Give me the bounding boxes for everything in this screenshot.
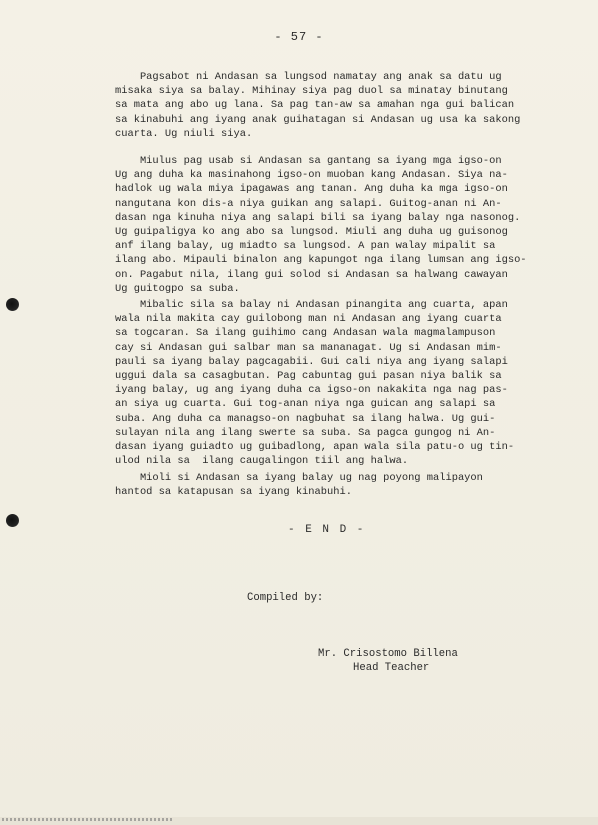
text-line: sa togcaran. Sa ilang guihimo cang Andasan wala magmalampuson (115, 327, 496, 340)
paragraph-4 (115, 471, 555, 499)
text-line: hadlok ug wala miya ipagawas ang tanan. Ang duha ka mga igso-on (115, 183, 508, 196)
text-line: uggui dala sa casagbutan. Pag cabuntag gui pasan niya balik sa (115, 369, 502, 382)
punch-hole-lower (6, 514, 19, 527)
text-line: sa kinabuhi ang iyang anak guihatagan si Andasan ug usa ka sakong (115, 113, 521, 126)
text-line: an siya ug cuarta. Gui tog-anan niya nga guican ang salapi sa (115, 398, 496, 411)
paragraph-1 (115, 70, 555, 141)
text-line: Ug guipaligya ko ang abo sa lungsod. Miuli ang duha ug guisonog (115, 225, 508, 238)
text-line: dasan nga kinuha niya ang salapi bili sa iyang balay nga nasonog. (115, 211, 521, 224)
compiler-name: Mr. Crisostomo Billena (318, 648, 458, 660)
text-line: on. Pagabut nila, ilang gui solod si Andasan sa halwang cawayan (115, 268, 508, 281)
punch-hole-upper (6, 298, 19, 311)
text-line: sa mata ang abo ug lana. Sa pag tan-aw sa amahan nga gui balican (115, 99, 515, 112)
text-line: hantod sa katapusan sa iyang kinabuhi. (115, 486, 352, 499)
text-line: suba. Ang duha ca managso-on nagbuhat sa ilang halwa. Ug gui- (115, 412, 496, 425)
compiled-by-label: Compiled by: (247, 592, 324, 604)
text-line: anf ilang balay, ug miadto sa lungsod. A pan walay mipalit sa (115, 240, 496, 253)
text-line: pauli sa iyang balay pagcagabii. Gui cali niya ang iyang salapi (115, 355, 508, 368)
scan-footer-smudge (2, 818, 172, 821)
text-line: Mioli si Andasan sa iyang balay ug nag poyong malipayon (115, 472, 483, 484)
text-line: cay si Andasan gui salbar man sa mananagat. Ug si Andasan mim- (115, 341, 502, 354)
text-line: ilang abo. Mipauli binalon ang kapungot nga ilang lumsan ang igso- (115, 254, 527, 267)
text-line: Mibalic sila sa balay ni Andasan pinangita ang cuarta, apan (115, 299, 508, 311)
end-marker: - E N D - (288, 524, 366, 536)
text-line: Miulus pag usab si Andasan sa gantang sa iyang mga igso-on (115, 155, 502, 167)
text-line: cuarta. Ug niuli siya. (115, 127, 253, 140)
text-line: Ug guitogpo sa suba. (115, 282, 240, 295)
text-line: dasan iyang guiadto ug guibadlong, apan wala sila patu-o ug tin- (115, 440, 515, 453)
text-line: Pagsabot ni Andasan sa lungsod namatay ang anak sa datu ug (115, 71, 502, 83)
paragraph-3 (115, 298, 555, 468)
paragraph-2 (115, 154, 555, 296)
text-line: wala nila makita cay guilobong man ni Andasan ang iyang cuarta (115, 313, 502, 326)
text-line: ulod nila sa ilang caugalingon tiil ang halwa. (115, 455, 409, 468)
text-line: iyang balay, ug ang iyang duha ca igso-on nakakita nga nag pas- (115, 384, 508, 397)
compiler-title: Head Teacher (353, 662, 430, 674)
text-line: nangutana kon dis-a niya guikan ang salapi. Guitog-anan ni An- (115, 197, 502, 210)
text-line: sulayan nila ang ilang swerte sa suba. Sa pagca gungog ni An- (115, 426, 496, 439)
page-number: - 57 - (274, 30, 324, 44)
text-line: misaka siya sa balay. Mihinay siya pag duol sa minatay binutang (115, 85, 508, 98)
text-line: Ug ang duha ka masinahong igso-on muoban kang Andasan. Siya na- (115, 169, 508, 182)
